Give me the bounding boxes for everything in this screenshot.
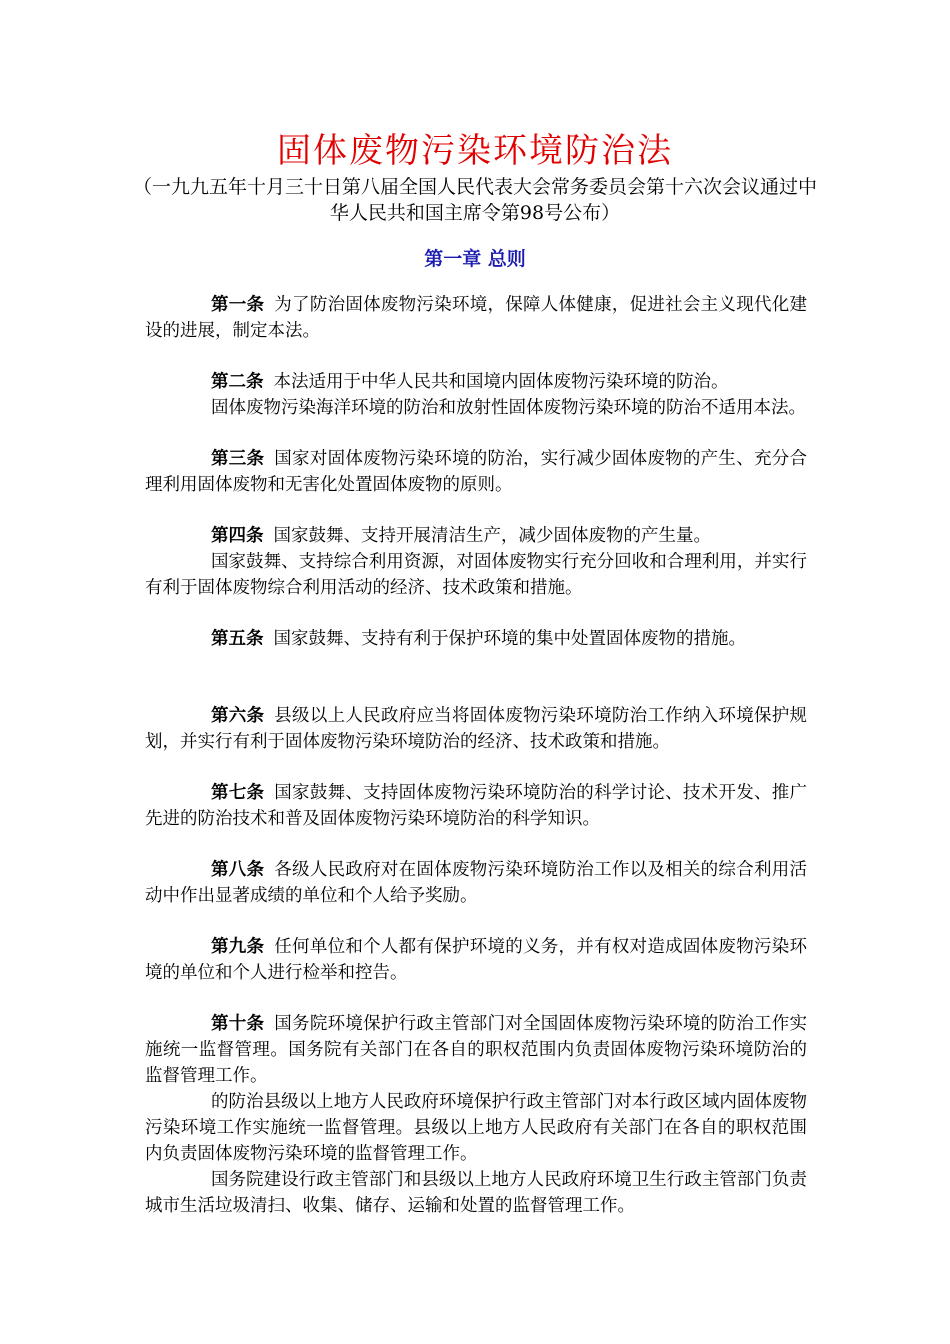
article-text: 县级以上人民政府应当将固体废物污染环境防治工作纳入环境保护规划，并实行有利于固体废物污染环境防治的经济、技术政策和措施。 xyxy=(145,706,807,752)
article-label: 第二条 xyxy=(211,372,264,392)
article-text: 国家鼓舞、支持有利于保护环境的集中处置固体废物的措施。 xyxy=(273,629,746,649)
article-paragraph xyxy=(145,1011,807,1089)
article-paragraph xyxy=(145,369,807,395)
article-paragraph xyxy=(145,857,807,909)
article-paragraph xyxy=(145,703,807,755)
article-paragraph xyxy=(145,626,807,652)
article-1 xyxy=(145,292,807,344)
article-label: 第九条 xyxy=(211,937,265,957)
article-4 xyxy=(145,523,807,601)
document-subtitle: （一九九五年十月三十日第八届全国人民代表大会常务委员会第十六次会议通过中华人民共和国主席令第98号公布） xyxy=(132,176,817,224)
article-paragraph xyxy=(145,446,807,498)
article-text: 本法适用于中华人民共和国境内固体废物污染环境的防治。 xyxy=(273,372,729,392)
article-paragraph xyxy=(145,292,807,344)
article-paragraph: 国家鼓舞、支持综合利用资源，对固体废物实行充分回收和合理利用，并实行有利于固体废物综合利用活动的经济、技术政策和措施。 xyxy=(145,552,807,598)
article-6 xyxy=(145,703,807,755)
article-label: 第四条 xyxy=(211,526,264,546)
article-label: 第八条 xyxy=(211,860,265,880)
document-title: 固体废物污染环境防治法 xyxy=(277,131,673,171)
article-9 xyxy=(145,934,807,986)
article-paragraph: 的防治县级以上地方人民政府环境保护行政主管部门对本行政区域内固体废物污染环境工作实施统一监督管理。县级以上地方人民政府有关部门在各自的职权范围内负责固体废物污染环境的监督管理工作。 xyxy=(145,1092,807,1164)
article-text: 国家鼓舞、支持固体废物污染环境防治的科学讨论、技术开发、推广先进的防治技术和普及固体废物污染环境防治的科学知识。 xyxy=(145,783,807,829)
article-label: 第六条 xyxy=(211,706,265,726)
article-text: 为了防治固体废物污染环境，保障人体健康，促进社会主义现代化建设的进展，制定本法。 xyxy=(145,295,807,341)
article-3 xyxy=(145,446,807,498)
article-label: 第五条 xyxy=(211,629,264,649)
articles-body xyxy=(145,292,807,1244)
chapter-heading: 第一章 总则 xyxy=(424,248,526,270)
article-2 xyxy=(145,369,807,421)
article-text: 任何单位和个人都有保护环境的义务，并有权对造成固体废物污染环境的单位和个人进行检举和控告。 xyxy=(145,937,807,983)
article-label: 第七条 xyxy=(211,783,265,803)
article-paragraph: 固体废物污染海洋环境的防治和放射性固体废物污染环境的防治不适用本法。 xyxy=(211,398,806,418)
article-paragraph: 国务院建设行政主管部门和县级以上地方人民政府环境卫生行政主管部门负责城市生活垃圾清扫、收集、储存、运输和处置的监督管理工作。 xyxy=(145,1170,807,1216)
article-7 xyxy=(145,780,807,832)
article-text: 各级人民政府对在固体废物污染环境防治工作以及相关的综合利用活动中作出显著成绩的单位和个人给予奖励。 xyxy=(145,860,807,906)
article-text: 国务院环境保护行政主管部门对全国固体废物污染环境的防治工作实施统一监督管理。国务院有关部门在各自的职权范围内负责固体废物污染环境防治的监督管理工作。 xyxy=(145,1014,807,1086)
article-label: 第一条 xyxy=(211,295,265,315)
article-paragraph xyxy=(145,934,807,986)
article-text: 国家对固体废物污染环境的防治，实行减少固体废物的产生、充分合理利用固体废物和无害化处置固体废物的原则。 xyxy=(145,449,807,495)
article-text: 国家鼓舞、支持开展清洁生产，减少固体废物的产生量。 xyxy=(273,526,711,546)
article-label: 第三条 xyxy=(211,449,265,469)
article-5 xyxy=(145,626,807,652)
article-paragraph xyxy=(145,780,807,832)
article-10 xyxy=(145,1011,807,1219)
article-paragraph xyxy=(145,523,807,549)
article-8 xyxy=(145,857,807,909)
article-label: 第十条 xyxy=(211,1014,265,1034)
